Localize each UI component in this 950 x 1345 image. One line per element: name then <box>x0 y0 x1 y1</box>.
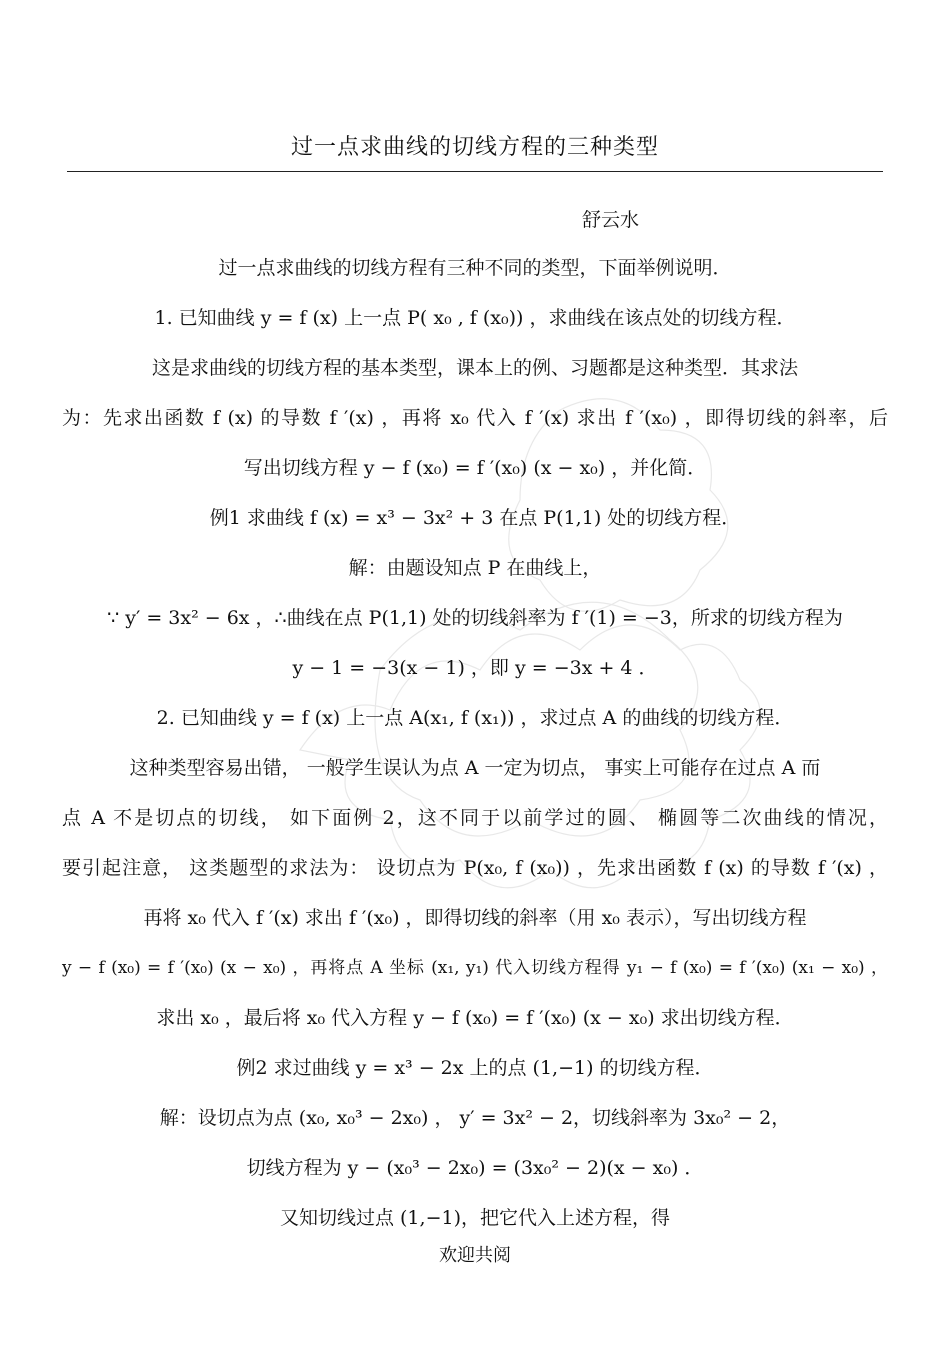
solution-line: 解：由题设知点 P 在曲线上， <box>348 557 602 579</box>
example1-heading: 例1 求曲线 f (x) = x³ − 3x² + 3 在点 P(1,1) 处的切线方程． <box>209 507 741 529</box>
document-title: 过一点求曲线的切线方程的三种类型 <box>290 135 659 160</box>
paragraph-line: 再将 x₀ 代入 f ′(x) 求出 f ′(x₀) ，即得切线的斜率（用 x₀ 表示），写出切线方程 <box>143 907 807 929</box>
solution-line: ∵ y′ = 3x² − 6x ，∴曲线在点 P(1,1) 处的切线斜率为 f ′(1) = −3，所求的切线方程为 <box>107 607 843 629</box>
paragraph-line: 点 A 不是切点的切线， 如下面例 2，这不同于以前学过的圆、 椭圆等二次曲线的情况， <box>62 807 888 829</box>
footer-text: 欢迎共阅 <box>439 1245 511 1266</box>
solution-line: 解：设切点为点 (x₀, x₀³ − 2x₀) ， y′ = 3x² − 2，切线斜率为 3x₀² − 2， <box>159 1107 791 1129</box>
solution-line: y − 1 = −3(x − 1) ，即 y = −3x + 4 ． <box>292 657 658 679</box>
type1-heading: 1. 已知曲线 y = f (x) 上一点 P( x₀ , f (x₀)) ，求曲线在该点处的切线方程． <box>154 307 796 329</box>
solution-line: 切线方程为 y − (x₀³ − 2x₀) = (3x₀² − 2)(x − x₀) ． <box>246 1157 704 1179</box>
paragraph-line: 写出切线方程 y − f (x₀) = f ′(x₀) (x − x₀) ，并化简． <box>243 457 707 479</box>
paragraph-line: 求出 x₀ ，最后将 x₀ 代入方程 y − f (x₀) = f ′(x₀) (x − x₀) 求出切线方程． <box>156 1007 794 1029</box>
title-rule <box>67 171 883 172</box>
intro-line: 过一点求曲线的切线方程有三种不同的类型，下面举例说明． <box>218 257 732 279</box>
paragraph-line: y − f (x₀) = f ′(x₀) (x − x₀) ，再将点 A 坐标 (x₁, y₁) 代入切线方程得 y₁ − f (x₀) = f ′(x₀) (x₁ − x₀) ， <box>62 958 888 978</box>
paragraph-line: 为：先求出函数 f (x) 的导数 f ′(x) ，再将 x₀ 代入 f ′(x) 求出 f ′(x₀) ，即得切线的斜率，后 <box>62 407 888 429</box>
type2-heading: 2. 已知曲线 y = f (x) 上一点 A(x₁, f (x₁)) ，求过点 A 的曲线的切线方程． <box>156 707 794 729</box>
solution-line: 又知切线过点 (1,−1)，把它代入上述方程，得 <box>279 1207 670 1229</box>
example2-heading: 例2 求过曲线 y = x³ − 2x 上的点 (1,−1) 的切线方程． <box>236 1057 714 1079</box>
paragraph-line: 这种类型容易出错， 一般学生误认为点 A 一定为切点， 事实上可能存在过点 A 而 <box>129 757 821 779</box>
paragraph-line: 要引起注意， 这类题型的求法为： 设切点为 P(x₀, f (x₀)) ，先求出函数 f (x) 的导数 f ′(x) ， <box>62 857 888 879</box>
paragraph-line: 这是求曲线的切线方程的基本类型，课本上的例、习题都是这种类型．其求法 <box>151 357 798 379</box>
author-name: 舒云水 <box>582 209 640 231</box>
